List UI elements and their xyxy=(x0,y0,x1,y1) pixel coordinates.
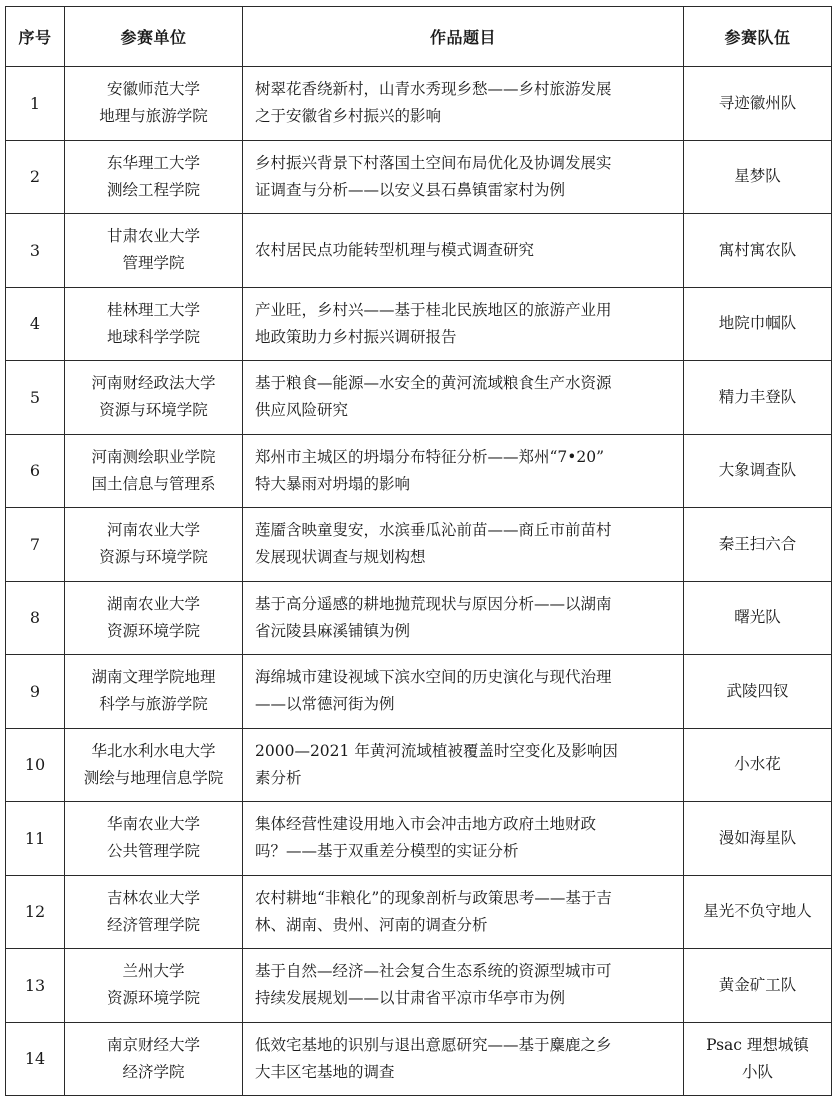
participating-unit-line: 桂林理工大学 xyxy=(106,300,200,319)
participating-unit-line: 甘肃农业大学 xyxy=(106,227,200,246)
team-name xyxy=(684,214,832,288)
participating-unit xyxy=(65,67,243,141)
table-row xyxy=(6,140,832,214)
work-title-line: 发展现状调查与规划构想 xyxy=(255,548,426,567)
participating-unit-line: 河南测绘职业学院 xyxy=(91,447,216,466)
work-title-line: 树翠花香绕新村，山青水秀现乡愁——乡村旅游发展 xyxy=(255,80,612,99)
participating-unit xyxy=(65,434,243,508)
participating-unit-line: 南京财经大学 xyxy=(106,1035,200,1054)
table-row xyxy=(6,1022,832,1096)
participating-unit-line: 河南财经政法大学 xyxy=(91,374,216,393)
work-title xyxy=(243,949,684,1023)
table-row xyxy=(6,361,832,435)
participating-unit xyxy=(65,140,243,214)
table-row xyxy=(6,581,832,655)
team-name-line: 星光不负守地人 xyxy=(703,902,812,921)
work-title-line: 素分析 xyxy=(255,768,302,787)
header-no: 序号 xyxy=(6,7,65,67)
team-name-line: 寓村寓农队 xyxy=(718,240,797,259)
participating-unit-line: 安徽师范大学 xyxy=(106,80,200,99)
table-row xyxy=(6,508,832,582)
work-title xyxy=(243,287,684,361)
table-header-row xyxy=(6,7,832,67)
participating-unit-line: 科学与旅游学院 xyxy=(99,695,208,714)
participating-unit-line: 湖南文理学院地理 xyxy=(91,668,216,687)
row-number: 8 xyxy=(6,581,65,655)
work-title xyxy=(243,434,684,508)
row-number: 14 xyxy=(6,1022,65,1096)
participating-unit xyxy=(65,728,243,802)
table-row xyxy=(6,434,832,508)
table-container xyxy=(5,6,832,1096)
work-title-line: 农村耕地“非粮化”的现象剖析与政策思考——基于吉 xyxy=(255,888,612,907)
table-row xyxy=(6,728,832,802)
participating-unit xyxy=(65,214,243,288)
work-title-line: 集体经营性建设用地入市会冲击地方政府土地财政 xyxy=(255,815,597,834)
participating-unit-line: 华北水利水电大学 xyxy=(91,741,216,760)
work-title-line: 省沅陵县麻溪铺镇为例 xyxy=(255,621,411,640)
work-title-line: 低效宅基地的识别与退出意愿研究——基于麋鹿之乡 xyxy=(255,1035,612,1054)
participating-unit-line: 测绘与地理信息学院 xyxy=(83,768,224,787)
participating-unit-line: 吉林农业大学 xyxy=(106,888,200,907)
work-title-line: 基于粮食—能源—水安全的黄河流域粮食生产水资源 xyxy=(255,374,612,393)
participating-unit-line: 管理学院 xyxy=(122,254,185,273)
work-title-line: 地政策助力乡村振兴调研报告 xyxy=(255,327,457,346)
participating-unit xyxy=(65,581,243,655)
row-number: 13 xyxy=(6,949,65,1023)
work-title-line: 大丰区宅基地的调查 xyxy=(255,1062,395,1081)
header-unit: 参赛单位 xyxy=(65,7,243,67)
team-name-line: 曙光队 xyxy=(734,608,781,627)
work-title-line: 吗？——基于双重差分模型的实证分析 xyxy=(255,842,519,861)
work-title xyxy=(243,1022,684,1096)
work-title xyxy=(243,875,684,949)
work-title xyxy=(243,140,684,214)
participating-unit xyxy=(65,1022,243,1096)
participating-unit xyxy=(65,949,243,1023)
team-name xyxy=(684,1022,832,1096)
row-number: 2 xyxy=(6,140,65,214)
work-title-line: 持续发展规划——以甘肃省平凉市华亭市为例 xyxy=(255,989,566,1008)
work-title-line: 产业旺，乡村兴——基于桂北民族地区的旅游产业用 xyxy=(255,300,612,319)
participating-unit-line: 地理与旅游学院 xyxy=(99,107,208,126)
team-name-line: 寻迹徽州队 xyxy=(718,93,797,112)
participating-unit-line: 湖南农业大学 xyxy=(106,594,200,613)
participating-unit-line: 资源环境学院 xyxy=(106,989,200,1008)
participating-unit-line: 兰州大学 xyxy=(122,962,185,981)
row-number: 3 xyxy=(6,214,65,288)
team-name xyxy=(684,655,832,729)
table-row xyxy=(6,802,832,876)
table-row xyxy=(6,287,832,361)
participating-unit xyxy=(65,287,243,361)
table-row xyxy=(6,655,832,729)
team-name xyxy=(684,287,832,361)
work-title-line: 乡村振兴背景下村落国土空间布局优化及协调发展实 xyxy=(255,153,612,172)
team-name xyxy=(684,434,832,508)
participating-unit-line: 经济学院 xyxy=(122,1062,185,1081)
participating-unit xyxy=(65,802,243,876)
participating-unit-line: 东华理工大学 xyxy=(106,153,200,172)
team-name xyxy=(684,802,832,876)
header-team: 参赛队伍 xyxy=(684,7,832,67)
work-title-line: 之于安徽省乡村振兴的影响 xyxy=(255,107,442,126)
row-number: 4 xyxy=(6,287,65,361)
competition-table xyxy=(5,6,832,1096)
team-name xyxy=(684,728,832,802)
team-name-line: 地院巾帼队 xyxy=(718,314,797,333)
row-number: 10 xyxy=(6,728,65,802)
table-row xyxy=(6,875,832,949)
work-title-line: 农村居民点功能转型机理与模式调查研究 xyxy=(255,240,535,259)
participating-unit-line: 资源环境学院 xyxy=(106,621,200,640)
table-row xyxy=(6,67,832,141)
table-row xyxy=(6,214,832,288)
work-title xyxy=(243,802,684,876)
row-number: 6 xyxy=(6,434,65,508)
table-body xyxy=(6,67,832,1096)
team-name xyxy=(684,140,832,214)
work-title-line: 林、湖南、贵州、河南的调查分析 xyxy=(255,915,488,934)
team-name xyxy=(684,67,832,141)
team-name-line: 精力丰登队 xyxy=(718,387,797,406)
header-title: 作品题目 xyxy=(243,7,684,67)
work-title-line: 郑州市主城区的坍塌分布特征分析——郑州“7•20” xyxy=(255,447,605,466)
participating-unit-line: 地球科学学院 xyxy=(106,327,200,346)
participating-unit xyxy=(65,655,243,729)
participating-unit-line: 公共管理学院 xyxy=(106,842,200,861)
work-title xyxy=(243,581,684,655)
row-number: 5 xyxy=(6,361,65,435)
team-name-line: 星梦队 xyxy=(734,167,781,186)
team-name-line: 小水花 xyxy=(734,755,781,774)
participating-unit xyxy=(65,361,243,435)
work-title-line: 基于自然—经济—社会复合生态系统的资源型城市可 xyxy=(255,962,612,981)
work-title-line: 2000—2021 年黄河流域植被覆盖时空变化及影响因 xyxy=(255,741,618,760)
work-title-line: 基于高分遥感的耕地抛荒现状与原因分析——以湖南 xyxy=(255,594,612,613)
work-title xyxy=(243,728,684,802)
team-name-line: 黄金矿工队 xyxy=(718,975,797,994)
team-name-line: 秦王扫六合 xyxy=(718,534,797,553)
team-name xyxy=(684,508,832,582)
participating-unit-line: 资源与环境学院 xyxy=(99,548,208,567)
participating-unit-line: 测绘工程学院 xyxy=(106,180,200,199)
work-title xyxy=(243,361,684,435)
team-name xyxy=(684,875,832,949)
participating-unit-line: 华南农业大学 xyxy=(106,815,200,834)
team-name-line: 漫如海星队 xyxy=(718,828,797,847)
team-name-line: Psac 理想城镇 xyxy=(706,1035,809,1054)
table-row xyxy=(6,949,832,1023)
team-name-line: 大象调查队 xyxy=(718,461,797,480)
team-name-line: 武陵四钗 xyxy=(726,681,789,700)
work-title-line: 海绵城市建设视域下滨水空间的历史演化与现代治理 xyxy=(255,668,612,687)
participating-unit xyxy=(65,875,243,949)
work-title-line: 莲靥含映童叟安，水滨垂瓜沁前苗——商丘市前苗村 xyxy=(255,521,612,540)
work-title-line: 特大暴雨对坍塌的影响 xyxy=(255,474,411,493)
participating-unit xyxy=(65,508,243,582)
work-title-line: ——以常德河街为例 xyxy=(255,695,395,714)
row-number: 1 xyxy=(6,67,65,141)
row-number: 7 xyxy=(6,508,65,582)
row-number: 11 xyxy=(6,802,65,876)
team-name xyxy=(684,581,832,655)
team-name xyxy=(684,361,832,435)
team-name xyxy=(684,949,832,1023)
participating-unit-line: 国土信息与管理系 xyxy=(91,474,216,493)
work-title-line: 证调查与分析——以安义县石鼻镇雷家村为例 xyxy=(255,180,566,199)
participating-unit-line: 经济管理学院 xyxy=(106,915,200,934)
work-title xyxy=(243,214,684,288)
work-title xyxy=(243,655,684,729)
participating-unit-line: 资源与环境学院 xyxy=(99,401,208,420)
row-number: 9 xyxy=(6,655,65,729)
work-title xyxy=(243,508,684,582)
work-title-line: 供应风险研究 xyxy=(255,401,349,420)
team-name-line: 小队 xyxy=(741,1062,773,1081)
participating-unit-line: 河南农业大学 xyxy=(106,521,200,540)
work-title xyxy=(243,67,684,141)
row-number: 12 xyxy=(6,875,65,949)
